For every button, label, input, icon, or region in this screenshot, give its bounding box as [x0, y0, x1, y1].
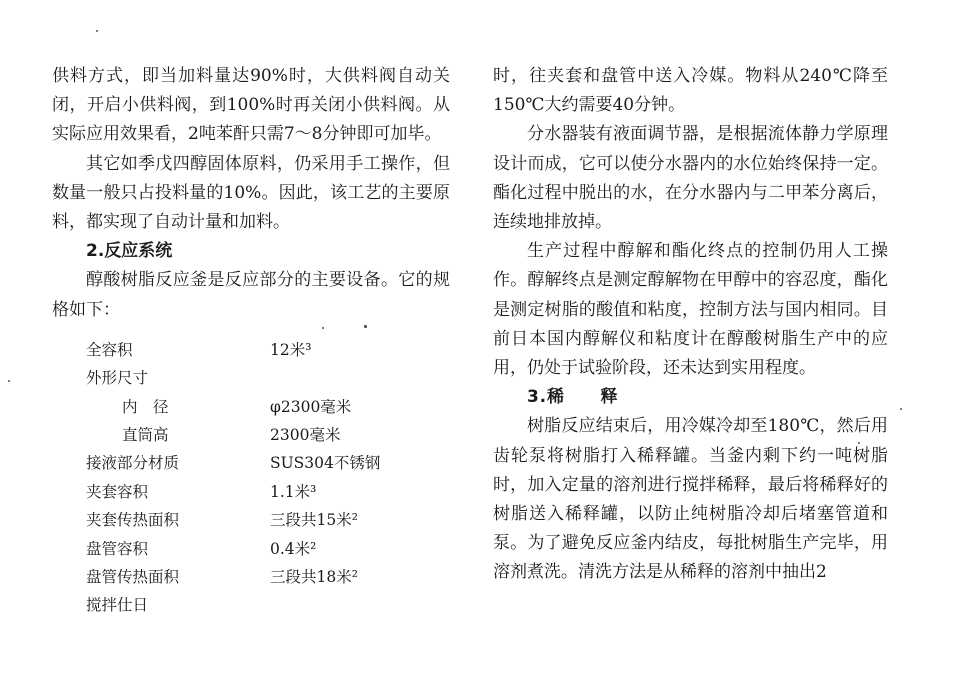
spec-label: 内 径: [122, 397, 169, 416]
spec-value: SUS304不锈钢: [270, 454, 381, 473]
paragraph-reactor-intro: 醇酸树脂反应釜是反应部分的主要设备。它的规格如下：: [52, 270, 450, 320]
scan-speck: [8, 380, 10, 382]
spec-row: [52, 478, 450, 506]
spec-value: [270, 591, 450, 601]
spec-label: 搅拌仕日: [86, 596, 149, 615]
spec-value: φ2300毫米: [270, 397, 352, 416]
reactor-spec-table: [52, 336, 450, 615]
spec-row: [52, 535, 450, 563]
scan-speck: [96, 30, 98, 32]
right-column: [493, 62, 888, 588]
spec-label: 盘管传热面积: [86, 568, 180, 587]
spec-row: [52, 506, 450, 534]
spec-label: 接液部分材质: [86, 454, 180, 473]
spec-value: 三段共15米²: [270, 511, 358, 530]
spec-label: 盘管容积: [86, 539, 149, 558]
spec-label: 外形尺寸: [86, 369, 149, 388]
paragraph-cooling: 时，往夹套和盘管中送入冷媒。物料从240℃降至150℃大约需要40分钟。: [493, 66, 888, 116]
spec-label: 全容积: [86, 340, 133, 359]
spec-row: [52, 449, 450, 477]
spec-row: [52, 591, 450, 615]
section-heading-reaction-system: 2.反应系统: [86, 241, 173, 262]
spec-row: [52, 563, 450, 591]
paragraph-dilution: 树脂反应结束后，用冷媒冷却至180℃，然后用齿轮泵将树脂打入稀释罐。当釜内剩下约一吨树脂时，加入定量的溶剂进行搅拌稀释，最后将稀释好的树脂送入稀释罐，以防止纯树脂冷却后堵塞管道和泵。为了避免反应釜内结皮，每批树脂生产完毕，用溶剂煮洗。清洗方法是从稀释的溶剂中抽出2: [493, 416, 888, 583]
paragraph-solid-materials: 其它如季戊四醇固体原料，仍采用手工操作，但数量一般只占投料量的10%。因此，该工艺的主要原料，都实现了自动计量和加料。: [52, 153, 450, 233]
scan-speck: [322, 327, 324, 329]
spec-row: [52, 393, 450, 421]
scan-speck: [858, 442, 860, 444]
spec-value: 2300毫米: [270, 426, 341, 445]
scan-speck: [364, 325, 367, 328]
spec-row: [52, 364, 450, 392]
spec-row: [52, 336, 450, 364]
scan-speck: [900, 408, 902, 410]
left-column: [52, 62, 450, 615]
spec-value: [270, 364, 450, 392]
spec-value: 12米³: [270, 340, 312, 359]
spec-value: 三段共18米²: [270, 568, 358, 587]
spec-label: 夹套容积: [86, 482, 149, 501]
section-heading-dilution: 3.稀 释: [527, 387, 619, 408]
spec-label: 直筒高: [122, 426, 169, 445]
paragraph-endpoint-control: 生产过程中醇解和酯化终点的控制仍用人工操作。醇解终点是测定醇解物在甲醇中的容忍度，酯化是测定树脂的酸值和粘度，控制方法与国内相同。目前日本国内醇解仪和粘度计在醇酸树脂生产中的应用，仍处于试验阶段，还未达到实用程度。: [493, 241, 888, 379]
paragraph-water-separator: 分水器装有液面调节器，是根据流体静力学原理设计而成，它可以使分水器内的水位始终保持一定。酯化过程中脱出的水，在分水器内与二甲苯分离后，连续地排放掉。: [493, 124, 888, 233]
paragraph-supply-method: 供料方式，即当加料量达90%时，大供料阀自动关闭，开启小供料阀，到100%时再关闭小供料阀。从实际应用效果看，2吨苯酐只需7～8分钟即可加毕。: [52, 66, 450, 145]
spec-label: 夹套传热面积: [86, 511, 180, 530]
spec-value: 1.1米³: [270, 482, 317, 501]
spec-row: [52, 421, 450, 449]
spec-value: 0.4米²: [270, 539, 317, 558]
